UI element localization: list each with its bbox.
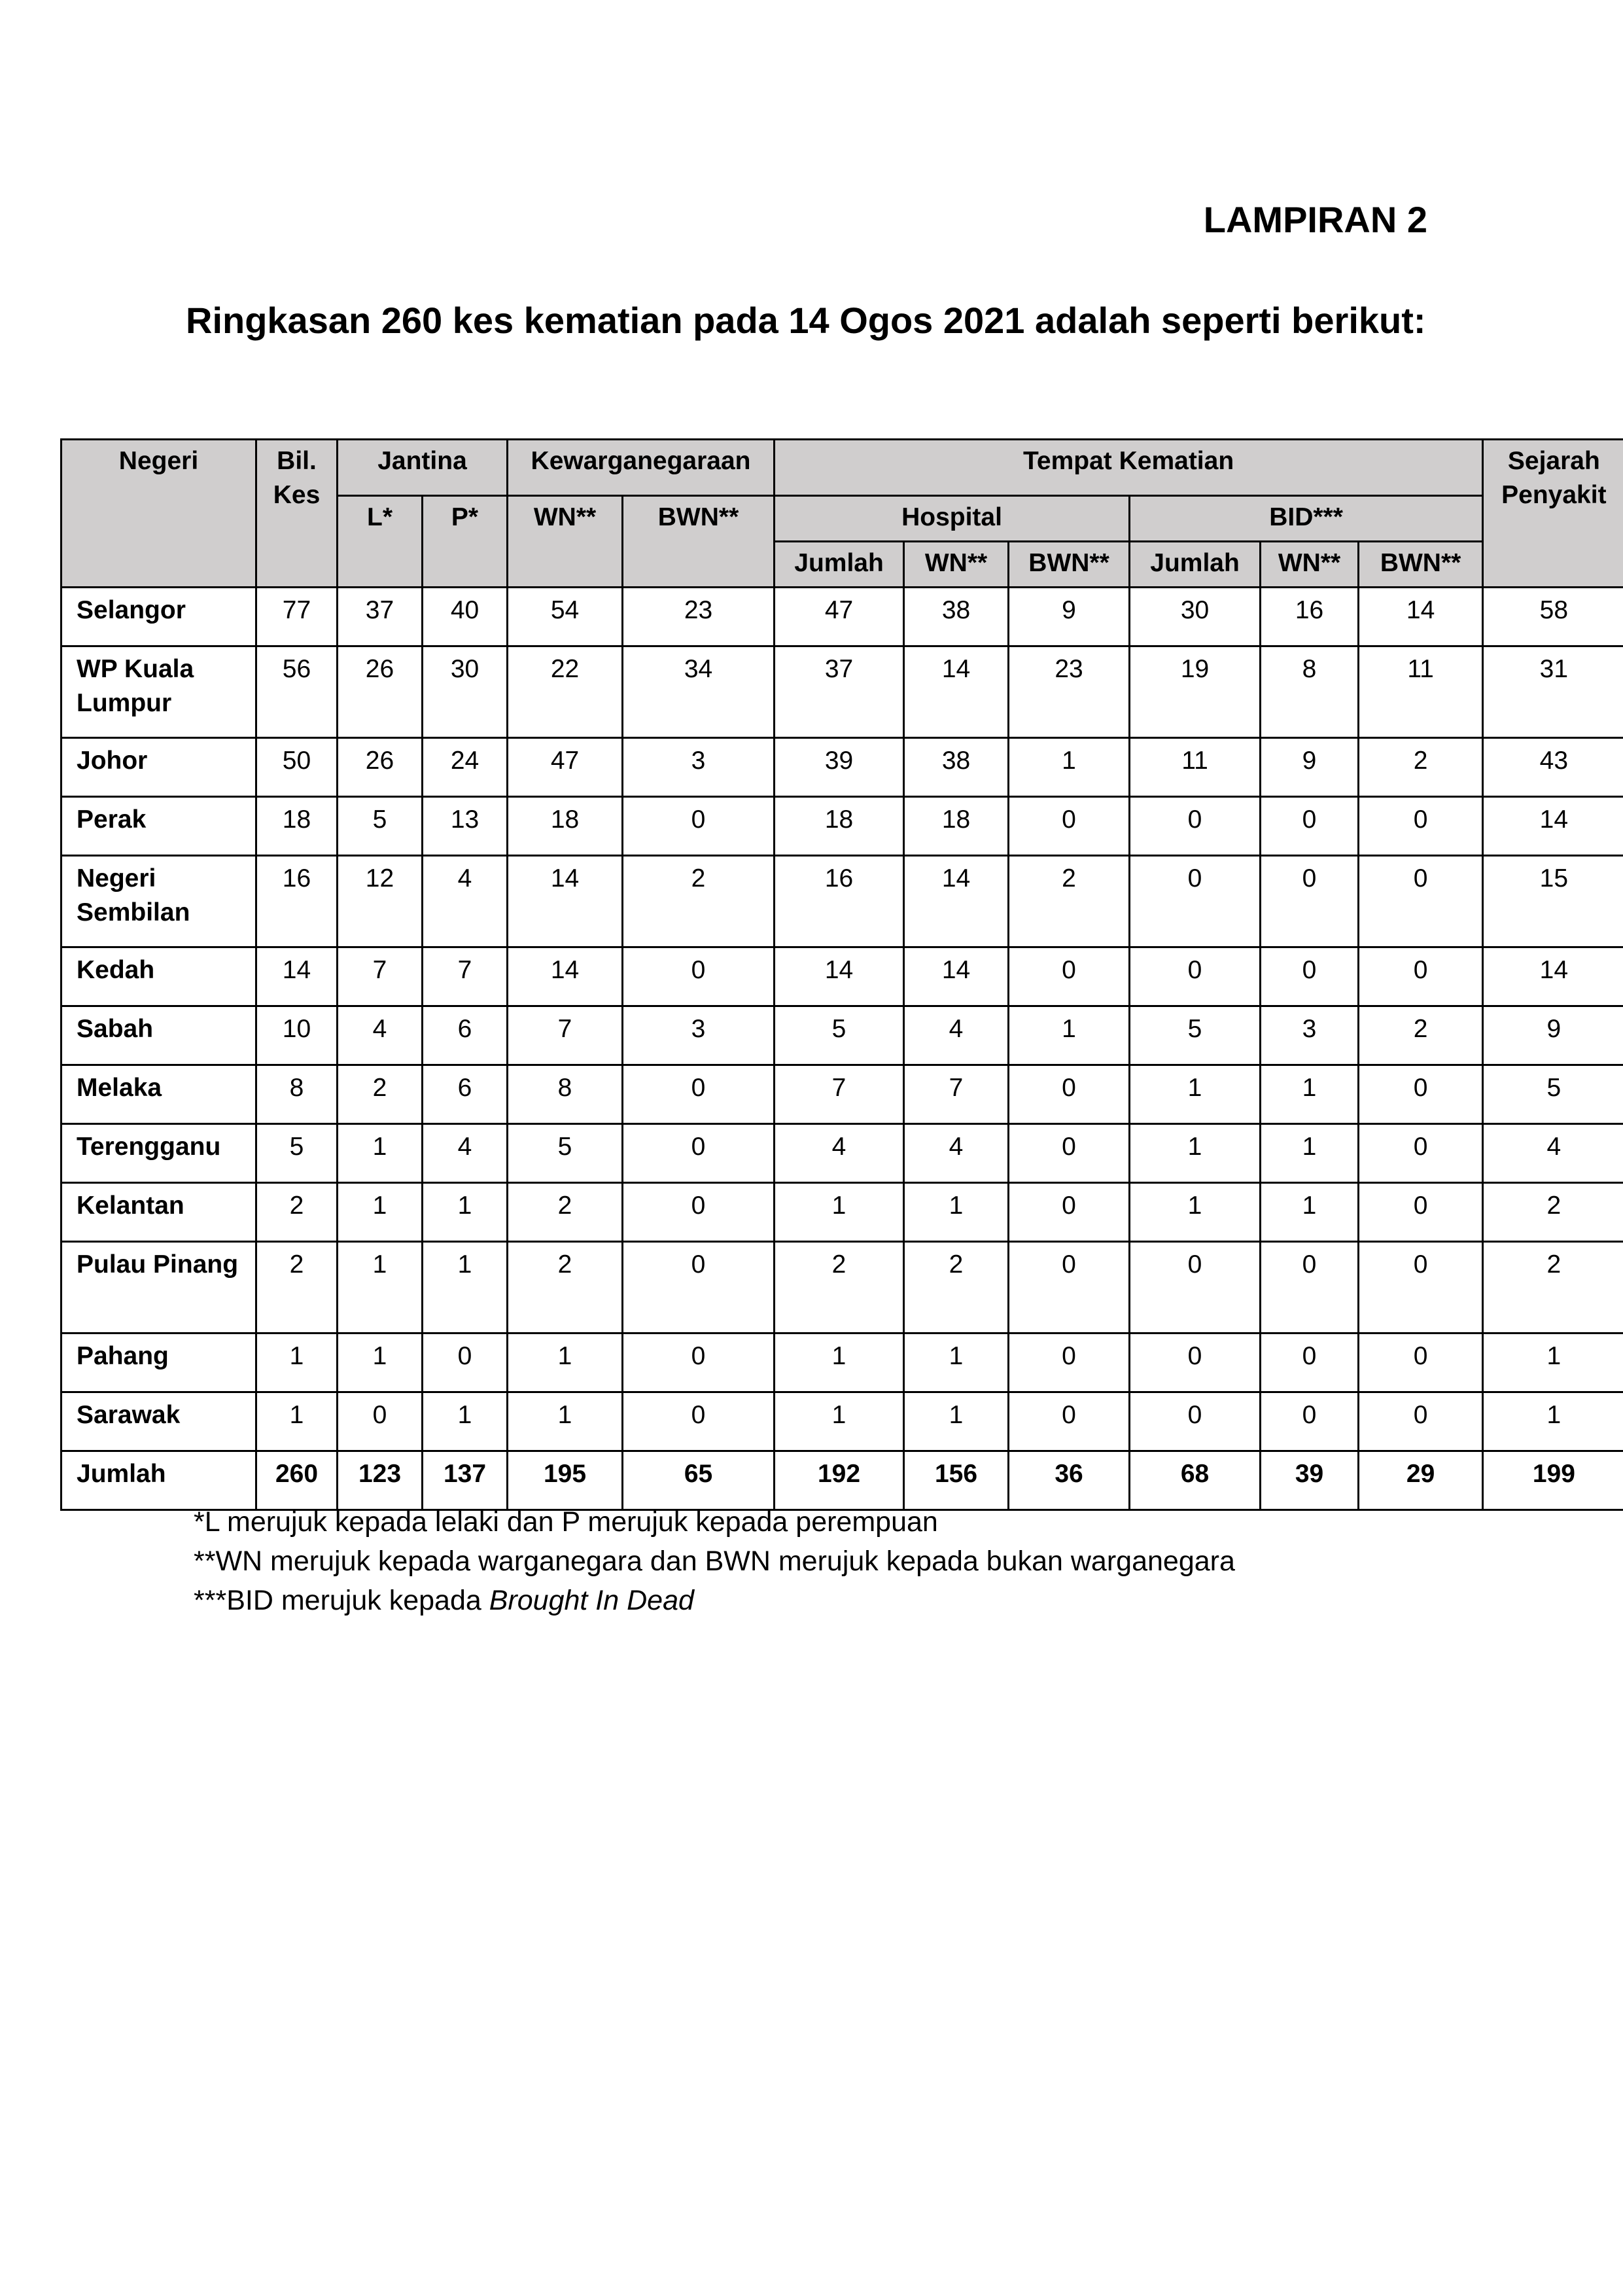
table-cell: 1 — [423, 1183, 508, 1242]
table-cell: 1 — [1261, 1065, 1359, 1124]
header-p: P* — [423, 496, 508, 588]
header-bid-jumlah: Jumlah — [1130, 542, 1261, 588]
state-name: Sarawak — [61, 1392, 256, 1451]
table-cell: 1 — [338, 1333, 423, 1392]
table-cell: 2 — [256, 1183, 338, 1242]
table-row — [61, 947, 1623, 1006]
table-cell: 58 — [1483, 588, 1623, 646]
table-cell: 77 — [256, 588, 338, 646]
table-cell: 0 — [1009, 1333, 1130, 1392]
table-cell: 1 — [1483, 1392, 1623, 1451]
table-cell: 3 — [1261, 1006, 1359, 1065]
footnote-wn-bwn: **WN merujuk kepada warganegara dan BWN merujuk kepada bukan warganegara — [194, 1545, 1235, 1577]
table-cell: 1 — [775, 1392, 904, 1451]
table-row — [61, 1392, 1623, 1451]
header-hospital: Hospital — [775, 496, 1130, 542]
table-cell: 2 — [1009, 856, 1130, 947]
table-cell: 0 — [1359, 856, 1483, 947]
table-cell: 5 — [1130, 1006, 1261, 1065]
table-cell: 0 — [623, 797, 775, 856]
table-cell: 1 — [508, 1392, 623, 1451]
header-l: L* — [338, 496, 423, 588]
table-cell: 1 — [1261, 1183, 1359, 1242]
table-cell: 4 — [904, 1124, 1009, 1183]
table-cell: 0 — [1261, 947, 1359, 1006]
table-header — [61, 440, 1623, 588]
table-cell: 0 — [1261, 1333, 1359, 1392]
table-cell: 1 — [338, 1242, 423, 1333]
table-cell: 26 — [338, 646, 423, 738]
table-cell: 68 — [1130, 1451, 1261, 1510]
table-cell: 13 — [423, 797, 508, 856]
state-name: Melaka — [61, 1065, 256, 1124]
table-cell: 0 — [1359, 1333, 1483, 1392]
page-heading: LAMPIRAN 2 — [1203, 199, 1427, 240]
header-wn: WN** — [508, 496, 623, 588]
table-cell: 0 — [1359, 1242, 1483, 1333]
table-cell: 16 — [256, 856, 338, 947]
table-cell: 0 — [623, 1333, 775, 1392]
table-cell: 19 — [1130, 646, 1261, 738]
table-row — [61, 1333, 1623, 1392]
table-cell: 18 — [508, 797, 623, 856]
table-cell: 0 — [1359, 947, 1483, 1006]
table-cell: 3 — [623, 738, 775, 797]
header-negeri: Negeri — [61, 440, 256, 588]
table-cell: 24 — [423, 738, 508, 797]
table-cell: 1 — [1009, 1006, 1130, 1065]
table-cell: 0 — [1130, 1333, 1261, 1392]
state-name: Johor — [61, 738, 256, 797]
table-cell: 30 — [423, 646, 508, 738]
table-cell: 38 — [904, 588, 1009, 646]
table-cell: 0 — [423, 1333, 508, 1392]
table-cell: 18 — [904, 797, 1009, 856]
table-cell: 14 — [775, 947, 904, 1006]
table-cell: 31 — [1483, 646, 1623, 738]
table-cell: 192 — [775, 1451, 904, 1510]
state-name: Pahang — [61, 1333, 256, 1392]
header-bid-wn: WN** — [1261, 542, 1359, 588]
state-name: WP Kuala Lumpur — [61, 646, 256, 738]
footnote-bid-term: Brought In Dead — [489, 1585, 694, 1616]
state-name: Terengganu — [61, 1124, 256, 1183]
table-cell: 5 — [775, 1006, 904, 1065]
table-cell: 2 — [1483, 1183, 1623, 1242]
table-cell: 0 — [623, 1242, 775, 1333]
table-row — [61, 1242, 1623, 1333]
table-row — [61, 588, 1623, 646]
table-cell: 14 — [508, 947, 623, 1006]
table-cell: 18 — [256, 797, 338, 856]
table-cell: 0 — [623, 1392, 775, 1451]
table-cell: 11 — [1359, 646, 1483, 738]
table-body — [61, 588, 1623, 1510]
table-cell: 3 — [623, 1006, 775, 1065]
table-cell: 14 — [1483, 947, 1623, 1006]
state-name: Sabah — [61, 1006, 256, 1065]
total-label: Jumlah — [61, 1451, 256, 1510]
table-cell: 1 — [775, 1333, 904, 1392]
table-row — [61, 856, 1623, 947]
table-cell: 137 — [423, 1451, 508, 1510]
table-cell: 0 — [1261, 1392, 1359, 1451]
table-cell: 56 — [256, 646, 338, 738]
table-cell: 1 — [423, 1242, 508, 1333]
table-cell: 0 — [1359, 797, 1483, 856]
table-cell: 38 — [904, 738, 1009, 797]
table-cell: 43 — [1483, 738, 1623, 797]
header-sejarah-penyakit: Sejarah Penyakit — [1483, 440, 1623, 588]
table-cell: 0 — [1261, 797, 1359, 856]
header-tempat-kematian: Tempat Kematian — [775, 440, 1483, 496]
table-cell: 1 — [904, 1183, 1009, 1242]
table-cell: 39 — [775, 738, 904, 797]
footnote-l-p: *L merujuk kepada lelaki dan P merujuk kepada perempuan — [194, 1506, 938, 1538]
header-bil-kes: Bil. Kes — [256, 440, 338, 588]
table-cell: 0 — [1359, 1124, 1483, 1183]
header-bwn: BWN** — [623, 496, 775, 588]
table-cell: 23 — [1009, 646, 1130, 738]
table-cell: 16 — [775, 856, 904, 947]
table-cell: 0 — [1261, 856, 1359, 947]
state-name: Negeri Sembilan — [61, 856, 256, 947]
table-cell: 9 — [1261, 738, 1359, 797]
state-name: Kedah — [61, 947, 256, 1006]
header-bid: BID*** — [1130, 496, 1483, 542]
table-cell: 0 — [1009, 1183, 1130, 1242]
table-cell: 195 — [508, 1451, 623, 1510]
state-name: Perak — [61, 797, 256, 856]
table-cell: 0 — [1130, 797, 1261, 856]
table-row — [61, 1065, 1623, 1124]
table-cell: 0 — [1130, 947, 1261, 1006]
table-cell: 6 — [423, 1006, 508, 1065]
table-cell: 2 — [1483, 1242, 1623, 1333]
table-cell: 23 — [623, 588, 775, 646]
table-cell: 0 — [1009, 1124, 1130, 1183]
table-cell: 12 — [338, 856, 423, 947]
table-cell: 37 — [775, 646, 904, 738]
table-cell: 0 — [1359, 1392, 1483, 1451]
table-cell: 47 — [775, 588, 904, 646]
table-cell: 0 — [1130, 1242, 1261, 1333]
table-cell: 1 — [338, 1124, 423, 1183]
table-cell: 1 — [775, 1183, 904, 1242]
table-cell: 4 — [423, 856, 508, 947]
table-cell: 7 — [508, 1006, 623, 1065]
table-cell: 1 — [904, 1392, 1009, 1451]
table-cell: 50 — [256, 738, 338, 797]
table-cell: 2 — [775, 1242, 904, 1333]
table-cell: 5 — [338, 797, 423, 856]
table-cell: 14 — [904, 856, 1009, 947]
table-cell: 0 — [623, 1124, 775, 1183]
table-cell: 123 — [338, 1451, 423, 1510]
table-cell: 1 — [1130, 1124, 1261, 1183]
table-cell: 0 — [1009, 1065, 1130, 1124]
header-hospital-bwn: BWN** — [1009, 542, 1130, 588]
table-cell: 26 — [338, 738, 423, 797]
table-cell: 8 — [1261, 646, 1359, 738]
table-cell: 15 — [1483, 856, 1623, 947]
table-cell: 16 — [1261, 588, 1359, 646]
header-kewarganegaraan: Kewarganegaraan — [508, 440, 775, 496]
table-cell: 0 — [1261, 1242, 1359, 1333]
table-cell: 5 — [256, 1124, 338, 1183]
footnotes — [194, 1502, 1235, 1620]
table-cell: 7 — [775, 1065, 904, 1124]
table-cell: 36 — [1009, 1451, 1130, 1510]
table-cell: 40 — [423, 588, 508, 646]
table-cell: 2 — [338, 1065, 423, 1124]
table-cell: 1 — [423, 1392, 508, 1451]
table-cell: 10 — [256, 1006, 338, 1065]
table-cell: 1 — [1483, 1333, 1623, 1392]
table-cell: 0 — [1359, 1183, 1483, 1242]
table-cell: 54 — [508, 588, 623, 646]
table-cell: 2 — [256, 1242, 338, 1333]
table-cell: 0 — [338, 1392, 423, 1451]
table-cell: 47 — [508, 738, 623, 797]
table-cell: 14 — [1483, 797, 1623, 856]
table-cell: 9 — [1009, 588, 1130, 646]
table-cell: 2 — [508, 1183, 623, 1242]
table-cell: 5 — [1483, 1065, 1623, 1124]
table-row — [61, 1183, 1623, 1242]
table-cell: 8 — [256, 1065, 338, 1124]
table-cell: 34 — [623, 646, 775, 738]
table-cell: 0 — [1359, 1065, 1483, 1124]
table-cell: 30 — [1130, 588, 1261, 646]
table-cell: 11 — [1130, 738, 1261, 797]
table-cell: 9 — [1483, 1006, 1623, 1065]
death-summary-table — [60, 438, 1623, 1511]
table-cell: 0 — [1009, 1242, 1130, 1333]
header-hospital-wn: WN** — [904, 542, 1009, 588]
table-cell: 1 — [1130, 1065, 1261, 1124]
table-cell: 0 — [1009, 797, 1130, 856]
footnote-bid — [194, 1581, 1235, 1620]
table-cell: 260 — [256, 1451, 338, 1510]
table-cell: 6 — [423, 1065, 508, 1124]
table-cell: 1 — [508, 1333, 623, 1392]
table-cell: 199 — [1483, 1451, 1623, 1510]
table-cell: 7 — [338, 947, 423, 1006]
table-cell: 0 — [1130, 1392, 1261, 1451]
table-row — [61, 646, 1623, 738]
table-cell: 14 — [1359, 588, 1483, 646]
table-cell: 1 — [904, 1333, 1009, 1392]
table-cell: 0 — [623, 1183, 775, 1242]
table-cell: 1 — [1261, 1124, 1359, 1183]
table-cell: 0 — [1130, 856, 1261, 947]
header-bid-bwn: BWN** — [1359, 542, 1483, 588]
table-cell: 0 — [623, 1065, 775, 1124]
table-cell: 1 — [1130, 1183, 1261, 1242]
table-cell: 22 — [508, 646, 623, 738]
table-cell: 156 — [904, 1451, 1009, 1510]
table-cell: 29 — [1359, 1451, 1483, 1510]
table-cell: 2 — [623, 856, 775, 947]
table-cell: 0 — [1009, 1392, 1130, 1451]
table-cell: 0 — [1009, 947, 1130, 1006]
table-cell: 2 — [1359, 1006, 1483, 1065]
header-hospital-jumlah: Jumlah — [775, 542, 904, 588]
table-cell: 4 — [1483, 1124, 1623, 1183]
footnote-bid-prefix: ***BID merujuk kepada — [194, 1585, 481, 1616]
table-cell: 7 — [423, 947, 508, 1006]
table-cell: 65 — [623, 1451, 775, 1510]
table-cell: 14 — [256, 947, 338, 1006]
table-cell: 8 — [508, 1065, 623, 1124]
table-cell: 7 — [904, 1065, 1009, 1124]
table-row — [61, 797, 1623, 856]
table-cell: 14 — [904, 646, 1009, 738]
table-cell: 4 — [338, 1006, 423, 1065]
table-cell: 0 — [623, 947, 775, 1006]
table-cell: 37 — [338, 588, 423, 646]
header-jantina: Jantina — [338, 440, 508, 496]
table-cell: 1 — [256, 1333, 338, 1392]
table-cell: 1 — [1009, 738, 1130, 797]
table-cell: 14 — [508, 856, 623, 947]
table-cell: 5 — [508, 1124, 623, 1183]
table-cell: 4 — [904, 1006, 1009, 1065]
table-cell: 2 — [508, 1242, 623, 1333]
state-name: Kelantan — [61, 1183, 256, 1242]
table-cell: 39 — [1261, 1451, 1359, 1510]
state-name: Pulau Pinang — [61, 1242, 256, 1333]
table-row — [61, 738, 1623, 797]
table-cell: 2 — [904, 1242, 1009, 1333]
table-cell: 4 — [423, 1124, 508, 1183]
state-name: Selangor — [61, 588, 256, 646]
table-cell: 1 — [256, 1392, 338, 1451]
table-total-row — [61, 1451, 1623, 1510]
table-cell: 1 — [338, 1183, 423, 1242]
table-cell: 18 — [775, 797, 904, 856]
table-cell: 14 — [904, 947, 1009, 1006]
table-cell: 2 — [1359, 738, 1483, 797]
table-cell: 4 — [775, 1124, 904, 1183]
table-row — [61, 1006, 1623, 1065]
intro-paragraph: Ringkasan 260 kes kematian pada 14 Ogos 2021 adalah seperti berikut: — [186, 300, 1426, 341]
table-row — [61, 1124, 1623, 1183]
